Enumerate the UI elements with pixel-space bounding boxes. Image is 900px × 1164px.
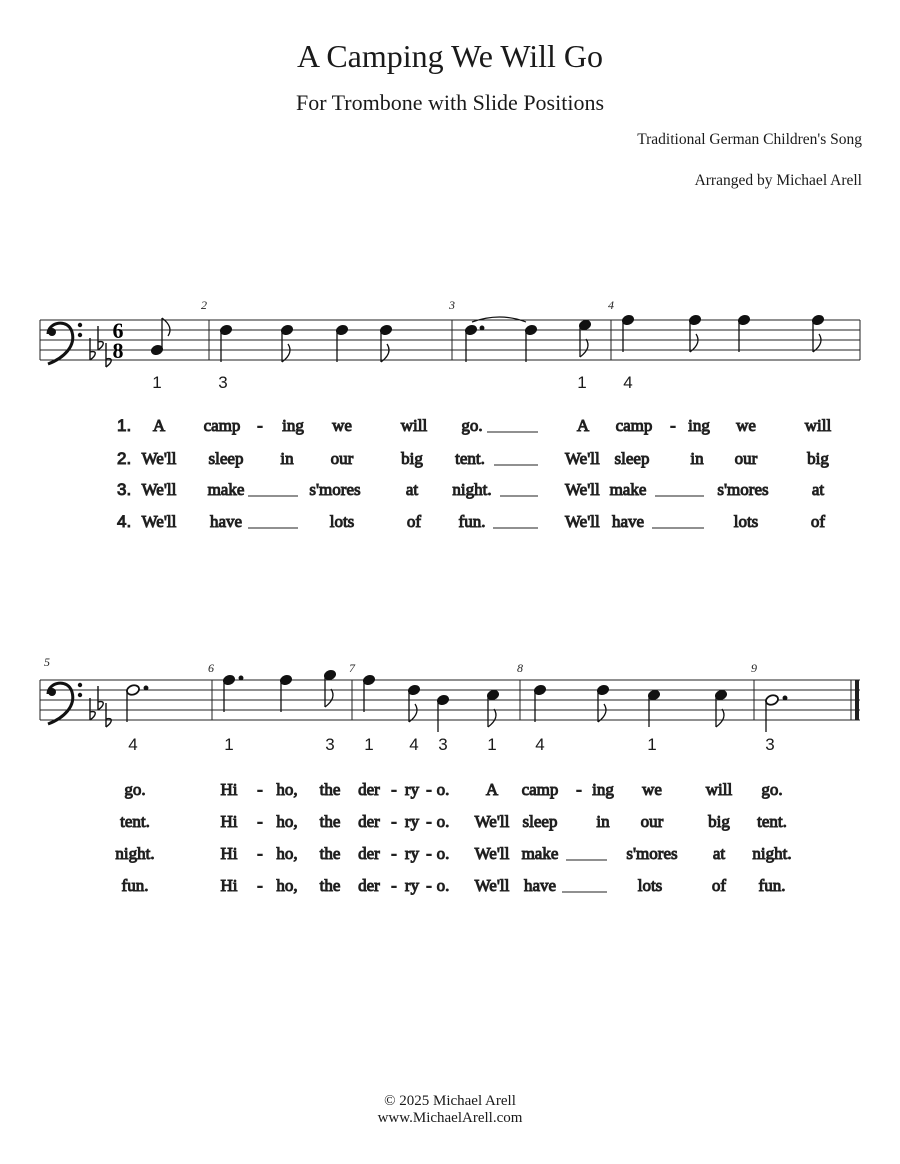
lyric-syllable: lots bbox=[329, 512, 355, 531]
lyric-syllable: of bbox=[810, 512, 826, 531]
lyric-syllable: fun. bbox=[121, 876, 149, 895]
slide-position: 1 bbox=[152, 373, 162, 392]
lyric-syllable: - bbox=[391, 780, 397, 799]
lyric-syllable: go. bbox=[761, 780, 783, 799]
lyric-syllable: will bbox=[804, 416, 832, 435]
lyric-syllable: big bbox=[807, 449, 829, 468]
lyric-syllable: ry bbox=[404, 780, 420, 799]
lyric-syllable: at bbox=[405, 480, 419, 499]
lyric-syllable: fun. bbox=[458, 512, 486, 531]
lyric-syllable: sleep bbox=[614, 449, 650, 468]
measure-number: 8 bbox=[517, 661, 523, 675]
lyric-syllable: - bbox=[391, 812, 397, 831]
composer-credit: Traditional German Children's Song bbox=[637, 131, 862, 148]
slide-position: 1 bbox=[364, 735, 374, 754]
lyric-syllable: in bbox=[690, 449, 704, 468]
measure-number: 4 bbox=[608, 298, 614, 312]
lyric-syllable: o. bbox=[436, 780, 450, 799]
lyric-syllable: Hi bbox=[220, 780, 238, 799]
lyric-syllable: in bbox=[596, 812, 610, 831]
lyric-syllable: s'mores bbox=[626, 844, 678, 863]
lyric-syllable: will bbox=[705, 780, 733, 799]
lyric-syllable: in bbox=[280, 449, 294, 468]
lyric-syllable: We'll bbox=[474, 812, 510, 831]
lyric-syllable: go. bbox=[461, 416, 483, 435]
lyric-syllable: the bbox=[319, 780, 341, 799]
lyric-syllable: Hi bbox=[220, 844, 238, 863]
lyric-syllable: A bbox=[485, 780, 499, 799]
lyric-syllable: ry bbox=[404, 844, 420, 863]
lyrics-system-2 bbox=[115, 780, 791, 895]
verse-number: 2. bbox=[117, 449, 132, 468]
lyric-syllable: - bbox=[426, 876, 432, 895]
lyric-syllable: lots bbox=[733, 512, 759, 531]
lyric-syllable: have bbox=[611, 512, 645, 531]
lyric-syllable: We'll bbox=[141, 480, 177, 499]
slide-position: 4 bbox=[535, 735, 545, 754]
lyric-syllable: we bbox=[642, 780, 662, 799]
lyric-syllable: our bbox=[330, 449, 354, 468]
lyric-syllable: A bbox=[576, 416, 590, 435]
staff-system-1 bbox=[40, 320, 860, 360]
lyric-syllable: - bbox=[257, 780, 263, 799]
copyright-notice: © 2025 Michael Arell bbox=[384, 1093, 516, 1109]
lyric-syllable: der bbox=[358, 876, 380, 895]
lyric-syllable: camp bbox=[521, 780, 559, 799]
lyric-syllable: camp bbox=[615, 416, 653, 435]
verse-number: 4. bbox=[117, 512, 132, 531]
lyric-syllable: - bbox=[257, 812, 263, 831]
slide-position: 1 bbox=[647, 735, 657, 754]
lyric-syllable: camp bbox=[203, 416, 241, 435]
lyric-syllable: lots bbox=[637, 876, 663, 895]
bass-clef-icon bbox=[48, 323, 82, 364]
lyric-syllable: our bbox=[734, 449, 758, 468]
lyric-syllable: night. bbox=[452, 480, 492, 499]
lyric-syllable: der bbox=[358, 844, 380, 863]
slide-position: 4 bbox=[623, 373, 633, 392]
lyric-syllable: We'll bbox=[474, 876, 510, 895]
lyric-syllable: o. bbox=[436, 876, 450, 895]
lyric-syllable: our bbox=[640, 812, 664, 831]
lyric-syllable: of bbox=[711, 876, 727, 895]
lyric-syllable: make bbox=[521, 844, 559, 863]
slide-position: 3 bbox=[218, 373, 228, 392]
lyric-syllable: der bbox=[358, 780, 380, 799]
lyric-syllable: Hi bbox=[220, 812, 238, 831]
lyric-syllable: have bbox=[523, 876, 557, 895]
page-title: A Camping We Will Go bbox=[296, 38, 604, 74]
measure-number: 5 bbox=[44, 655, 50, 669]
slide-position: 3 bbox=[325, 735, 335, 754]
lyric-syllable: of bbox=[406, 512, 422, 531]
lyric-syllable: will bbox=[400, 416, 428, 435]
lyric-syllable: we bbox=[332, 416, 352, 435]
lyric-syllable: sleep bbox=[208, 449, 244, 468]
lyric-syllable: A bbox=[152, 416, 166, 435]
staff-system-2 bbox=[40, 680, 860, 720]
lyric-syllable: big bbox=[401, 449, 423, 468]
lyric-syllable: s'mores bbox=[717, 480, 769, 499]
slide-position: 4 bbox=[409, 735, 419, 754]
lyric-syllable: ing bbox=[592, 780, 614, 799]
lyric-syllable: the bbox=[319, 876, 341, 895]
lyric-syllable: tent. bbox=[455, 449, 485, 468]
lyric-syllable: have bbox=[209, 512, 243, 531]
measure-number: 7 bbox=[349, 661, 355, 675]
verse-number: 3. bbox=[117, 480, 132, 499]
lyric-syllable: - bbox=[426, 844, 432, 863]
key-signature-flats-icon bbox=[90, 326, 111, 367]
lyric-syllable: sleep bbox=[522, 812, 558, 831]
lyric-syllable: We'll bbox=[565, 449, 600, 468]
lyric-syllable: at bbox=[811, 480, 825, 499]
lyric-syllable: We'll bbox=[565, 512, 600, 531]
measure-number: 2 bbox=[201, 298, 207, 312]
lyric-syllable: ry bbox=[404, 876, 420, 895]
lyric-syllable: make bbox=[207, 480, 245, 499]
lyric-syllable: Hi bbox=[220, 876, 238, 895]
page-subtitle: For Trombone with Slide Positions bbox=[295, 90, 605, 115]
lyric-syllable: go. bbox=[124, 780, 146, 799]
lyric-syllable: ho, bbox=[276, 844, 298, 863]
lyric-syllable: tent. bbox=[757, 812, 787, 831]
lyric-syllable: o. bbox=[436, 844, 450, 863]
lyric-syllable: We'll bbox=[141, 449, 177, 468]
lyric-syllable: the bbox=[319, 812, 341, 831]
lyric-syllable: big bbox=[708, 812, 730, 831]
lyric-syllable: ing bbox=[688, 416, 710, 435]
lyric-syllable: night. bbox=[115, 844, 155, 863]
lyric-syllable: ing bbox=[282, 416, 304, 435]
lyric-syllable: We'll bbox=[565, 480, 600, 499]
lyric-syllable: we bbox=[736, 416, 756, 435]
lyric-syllable: We'll bbox=[141, 512, 177, 531]
slide-position: 1 bbox=[487, 735, 497, 754]
lyric-syllable: ho, bbox=[276, 876, 298, 895]
notes-system-2 bbox=[126, 669, 787, 732]
slide-position: 1 bbox=[577, 373, 587, 392]
lyric-syllable: ry bbox=[404, 812, 420, 831]
lyric-syllable: - bbox=[257, 844, 263, 863]
lyric-syllable: o. bbox=[436, 812, 450, 831]
time-signature-denominator: 8 bbox=[112, 338, 124, 363]
slide-position: 3 bbox=[438, 735, 448, 754]
notes-system-1 bbox=[150, 314, 824, 362]
lyric-syllable: at bbox=[712, 844, 726, 863]
website-url: www.MichaelArell.com bbox=[377, 1110, 523, 1126]
lyric-syllable: - bbox=[426, 812, 432, 831]
bass-clef-icon bbox=[48, 683, 82, 724]
measure-number: 3 bbox=[449, 298, 455, 312]
lyric-syllable: - bbox=[426, 780, 432, 799]
lyric-syllable: - bbox=[391, 876, 397, 895]
lyric-syllable: fun. bbox=[758, 876, 786, 895]
slide-position: 4 bbox=[128, 735, 138, 754]
lyric-syllable: make bbox=[609, 480, 647, 499]
time-signature-numerator: 6 bbox=[112, 318, 124, 343]
lyric-syllable: - bbox=[576, 780, 582, 799]
lyric-syllable: der bbox=[358, 812, 380, 831]
key-signature-flats-icon bbox=[90, 686, 111, 727]
measure-number: 9 bbox=[751, 661, 757, 675]
lyric-syllable: ho, bbox=[276, 812, 298, 831]
lyric-syllable: - bbox=[257, 416, 263, 435]
lyric-syllable: tent. bbox=[120, 812, 150, 831]
lyric-syllable: We'll bbox=[474, 844, 510, 863]
lyric-syllable: the bbox=[319, 844, 341, 863]
lyric-syllable: ho, bbox=[276, 780, 298, 799]
lyrics-system-1 bbox=[117, 416, 831, 531]
verse-number: 1. bbox=[117, 416, 132, 435]
slide-position: 1 bbox=[224, 735, 234, 754]
measure-number: 6 bbox=[208, 661, 214, 675]
lyric-syllable: night. bbox=[752, 844, 792, 863]
lyric-syllable: - bbox=[257, 876, 263, 895]
arranger-credit: Arranged by Michael Arell bbox=[694, 172, 862, 189]
lyric-syllable: s'mores bbox=[309, 480, 361, 499]
lyric-syllable: - bbox=[391, 844, 397, 863]
lyric-syllable: - bbox=[670, 416, 676, 435]
slide-position: 3 bbox=[765, 735, 775, 754]
